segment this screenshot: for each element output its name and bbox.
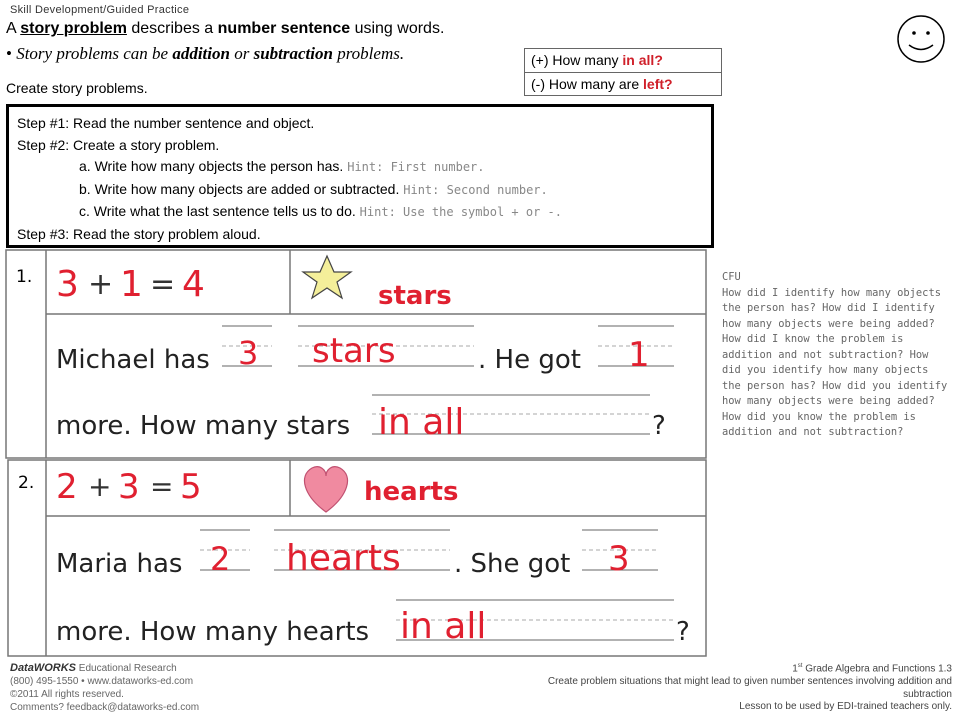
def-mid: describes a — [126, 20, 218, 37]
answer-second: 3 — [608, 539, 630, 579]
types-add: addition — [172, 44, 230, 63]
cfu-notes — [722, 270, 952, 441]
lesson-type: Skill Development/Guided Practice — [10, 4, 190, 16]
sentence-eq: = — [150, 267, 176, 302]
cfu-text: How did I identify how many objects the person has? How did I identify how many objects were being added? How did I know the problem is addition and not subtraction? How did you identify how many objects the person has? How did you identify how many objects were being added? How did you know the problem is addition and not subtraction? — [722, 286, 948, 438]
copyright: ©2011 All rights reserved. — [10, 689, 124, 700]
brand-logo: DataWORKS — [10, 662, 77, 674]
sentence-first: 3 — [56, 264, 79, 305]
story-verb: . She got — [454, 549, 571, 579]
types-sub: subtraction — [253, 44, 333, 63]
answer-first: 2 — [210, 540, 231, 578]
sentence-eq: = — [150, 470, 174, 503]
usage-note: Lesson to be used by EDI-trained teachers only. — [739, 701, 952, 713]
def-suffix: using words. — [350, 20, 445, 37]
sentence-second: 1 — [120, 264, 143, 305]
phone-web: (800) 495-1550 • www.dataworks-ed.com — [10, 676, 194, 687]
types-suffix: problems. — [332, 44, 405, 63]
question-mark: ? — [652, 411, 666, 441]
standard-text: Create problem situations that might lead to given number sentences involving addition and subtraction — [547, 675, 952, 700]
answer-ending: in all — [400, 606, 487, 647]
sentence-op: + — [88, 470, 112, 503]
star-icon — [303, 256, 351, 298]
answer-first: 3 — [238, 334, 259, 372]
problem-1 — [6, 250, 706, 458]
story-verb: . He got — [478, 345, 581, 375]
step-2c: c. Write what the last sentence tells us to do. Hint: Use the symbol + or -. — [79, 203, 562, 219]
problem-number: 2. — [18, 473, 35, 493]
story-name: Maria has — [56, 549, 183, 579]
problem-2 — [8, 460, 706, 656]
answer-second: 1 — [628, 335, 650, 375]
comments: Comments? feedback@dataworks-ed.com — [10, 702, 200, 713]
instruction: Create story problems. — [6, 80, 148, 96]
bullet: • — [6, 44, 12, 63]
step-3: Step #3: Read the story problem aloud. — [17, 225, 261, 242]
sentence-first: 2 — [56, 467, 78, 507]
sentence-answer: 5 — [180, 467, 202, 507]
answer-ending: in all — [378, 402, 465, 443]
problem-number: 1. — [16, 267, 33, 287]
object-label: stars — [378, 281, 452, 311]
brand-suffix: Educational Research — [76, 663, 177, 674]
operation-subtract: (-) How many are left? — [531, 76, 673, 92]
grade-standard: 1st Grade Algebra and Functions 1.3 — [792, 663, 952, 675]
def-term: story problem — [20, 20, 127, 37]
step-2: Step #2: Create a story problem. — [17, 136, 220, 153]
step-2b: b. Write how many objects are added or subtracted. Hint: Second number. — [79, 180, 548, 197]
types-prefix: Story problems can be — [16, 44, 173, 63]
answer-object: hearts — [286, 538, 401, 579]
sentence-answer: 4 — [182, 264, 205, 305]
story-name: Michael has — [56, 345, 210, 375]
story-question: more. How many stars — [56, 411, 351, 441]
question-mark: ? — [676, 617, 690, 647]
step-1: Step #1: Read the number sentence and object. — [17, 115, 315, 131]
object-label: hearts — [364, 477, 459, 507]
sentence-second: 3 — [118, 467, 140, 507]
def-prefix: A — [6, 20, 21, 37]
types-or: or — [229, 44, 254, 63]
sentence-op: + — [88, 267, 114, 302]
cfu-title: CFU — [722, 271, 741, 283]
step-2a: a. Write how many objects the person has. Hint: First number. — [79, 158, 485, 174]
standard-info — [532, 660, 952, 714]
heart-icon — [304, 467, 347, 512]
def-bold: number sentence — [217, 20, 351, 37]
answer-object: stars — [312, 331, 396, 371]
operation-add: (+) How many in all? — [525, 49, 721, 73]
publisher-info — [10, 662, 199, 714]
story-question: more. How many hearts — [56, 617, 370, 647]
